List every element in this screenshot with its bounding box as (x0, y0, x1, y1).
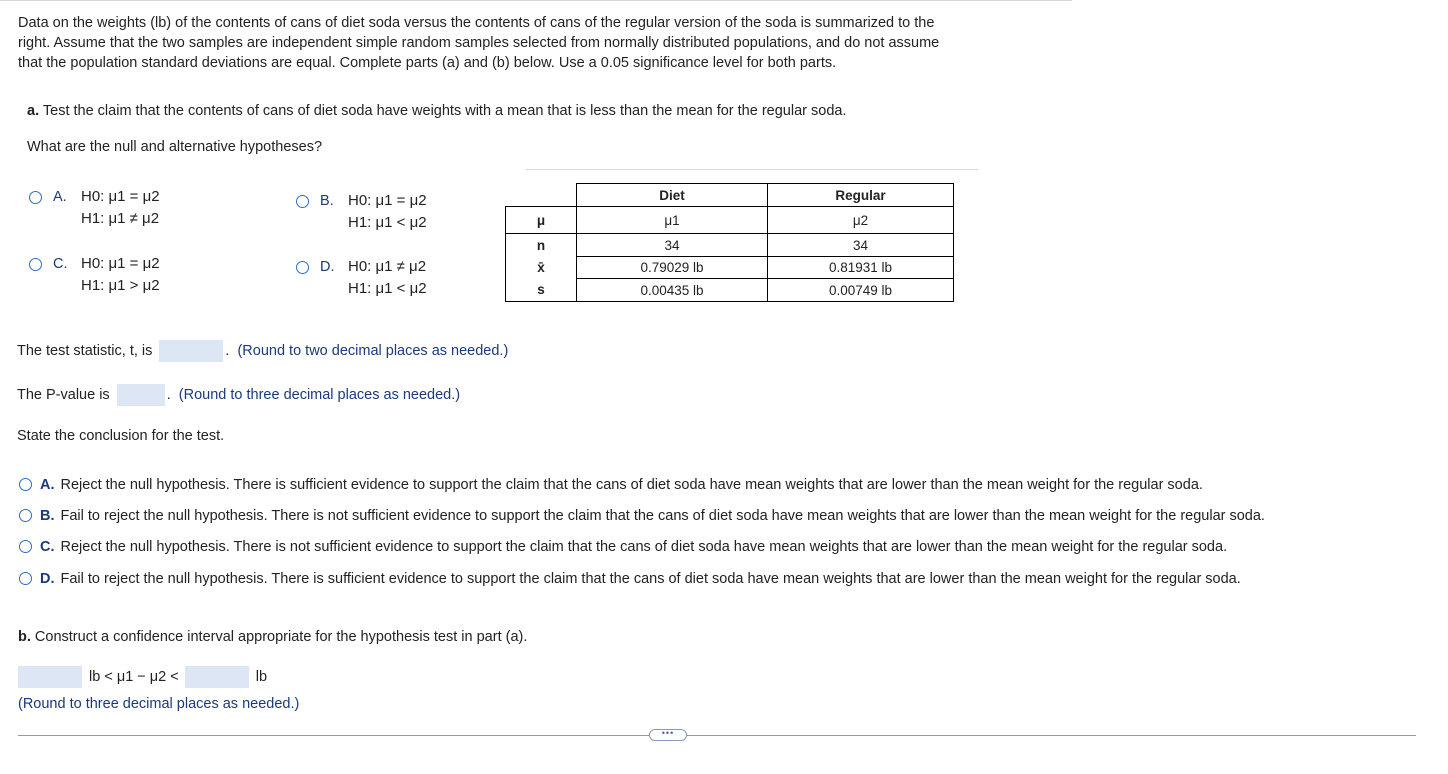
ci-hint: (Round to three decimal places as needed.) (18, 696, 300, 712)
radio-conclusion-c[interactable] (19, 540, 32, 553)
conclusion-option-d[interactable] (19, 569, 1241, 589)
header-diet: Diet (577, 184, 768, 207)
ci-upper-input[interactable] (185, 666, 249, 688)
radio-conclusion-d[interactable] (19, 572, 32, 585)
cell-regular-s: 0.00749 lb (768, 279, 954, 302)
part-a-label: a. (27, 103, 40, 119)
test-statistic-row: The test statistic, t, is . (Round to two decimal places as needed.) (17, 340, 508, 362)
conclusion-c-letter: C. (40, 539, 55, 555)
conclusion-a-letter: A. (40, 477, 55, 493)
option-d-h0: H0: μ1 ≠ μ2 (348, 258, 427, 275)
part-a-text: Test the claim that the contents of cans of diet soda have weights with a mean that is less than the mean for the regular soda. (42, 103, 847, 119)
p-value-hint: (Round to three decimal places as needed.) (178, 387, 461, 403)
test-statistic-label: The test statistic, t, is (17, 343, 153, 359)
option-a-h0: H0: μ1 = μ2 (81, 188, 160, 205)
conclusion-b-text: Fail to reject the null hypothesis. There is not sufficient evidence to support the claim that the cans of diet soda have mean weights that are lower than the mean weight for the regular soda. (60, 508, 1265, 524)
header-regular: Regular (768, 184, 954, 207)
section-divider (526, 169, 978, 170)
radio-conclusion-b[interactable] (19, 509, 32, 522)
cell-regular-n: 34 (768, 234, 954, 257)
p-value-row: The P-value is . (Round to three decimal places as needed.) (17, 384, 460, 406)
row-symbol-xbar: x̄ (506, 257, 577, 279)
conclusion-a-text: Reject the null hypothesis. There is sufficient evidence to support the claim that the cans of diet soda have mean weights that are lower than the mean weight for the regular soda. (60, 477, 1203, 493)
test-statistic-hint: (Round to two decimal places as needed.) (237, 343, 509, 359)
part-b-text: Construct a confidence interval appropriate for the hypothesis test in part (a). (34, 629, 528, 645)
part-b-prompt (18, 626, 527, 648)
ci-lower-input[interactable] (18, 666, 82, 688)
intro-line-1: Data on the weights (lb) of the contents of cans of diet soda versus the contents of cans of the regular version of the soda is summarized to the (18, 15, 935, 31)
problem-intro (18, 13, 1068, 73)
conclusion-c-text: Reject the null hypothesis. There is not sufficient evidence to support the claim that the cans of diet soda have mean weights that are lower than the mean weight for the regular soda. (60, 539, 1228, 555)
ci-lower-unit: lb (89, 669, 101, 685)
cell-regular-mu: μ2 (768, 207, 954, 234)
cell-diet-mu: μ1 (577, 207, 768, 234)
conclusion-option-b[interactable] (19, 506, 1265, 526)
conclusion-d-letter: D. (40, 571, 55, 587)
ci-middle-expression: < μ1 − μ2 < (104, 669, 179, 685)
conclusion-option-a[interactable] (19, 475, 1203, 495)
table-header-row (506, 184, 954, 207)
confidence-interval-row (18, 666, 267, 688)
summary-table (505, 183, 954, 302)
conclusion-option-c[interactable] (19, 537, 1227, 557)
conclusion-b-letter: B. (40, 508, 55, 524)
test-statistic-input[interactable] (159, 340, 223, 362)
intro-line-2: right. Assume that the two samples are independent simple random samples selected from normally distributed populations, and do not assume (18, 35, 940, 51)
part-a-claim (27, 101, 846, 121)
radio-option-c[interactable] (29, 258, 42, 271)
option-c-letter: C. (53, 256, 68, 272)
part-b-label: b. (18, 629, 31, 645)
ci-upper-unit: lb (255, 669, 268, 685)
conclusion-d-text: Fail to reject the null hypothesis. There is sufficient evidence to support the claim that the cans of diet soda have mean weights that are lower than the mean weight for the regular soda. (60, 571, 1241, 587)
bottom-divider (18, 735, 1416, 736)
hypotheses-question: What are the null and alternative hypotheses? (27, 139, 323, 155)
option-a-letter: A. (53, 189, 67, 205)
p-value-input[interactable] (117, 384, 165, 406)
table-row (506, 234, 954, 257)
option-a-h1: H1: μ1 ≠ μ2 (81, 210, 160, 227)
option-d-h1: H1: μ1 < μ2 (348, 280, 427, 297)
radio-conclusion-a[interactable] (19, 478, 32, 491)
table-row (506, 257, 954, 279)
cell-diet-s: 0.00435 lb (577, 279, 768, 302)
intro-line-3: that the population standard deviations are equal. Complete parts (a) and (b) below. Use a 0.05 significance level for both parts. (18, 55, 837, 71)
table-corner (506, 184, 577, 207)
option-b-letter: B. (320, 193, 334, 209)
cell-diet-xbar: 0.79029 lb (577, 257, 768, 279)
option-b-h1: H1: μ1 < μ2 (348, 214, 427, 231)
row-symbol-s: s (506, 279, 577, 302)
row-symbol-mu: μ (506, 207, 577, 234)
radio-option-b[interactable] (296, 195, 309, 208)
cell-regular-xbar: 0.81931 lb (768, 257, 954, 279)
table-row (506, 279, 954, 302)
p-value-label: The P-value is (17, 387, 110, 403)
conclusion-prompt: State the conclusion for the test. (17, 428, 225, 444)
radio-option-d[interactable] (296, 261, 309, 274)
table-row (506, 207, 954, 234)
option-c-h1: H1: μ1 > μ2 (81, 277, 160, 294)
cell-diet-n: 34 (577, 234, 768, 257)
more-button[interactable]: ••• (649, 729, 687, 741)
row-symbol-n: n (506, 234, 577, 257)
top-divider (0, 0, 1072, 1)
option-c-h0: H0: μ1 = μ2 (81, 255, 160, 272)
option-b-h0: H0: μ1 = μ2 (348, 192, 427, 209)
option-d-letter: D. (320, 259, 335, 275)
radio-option-a[interactable] (29, 191, 42, 204)
